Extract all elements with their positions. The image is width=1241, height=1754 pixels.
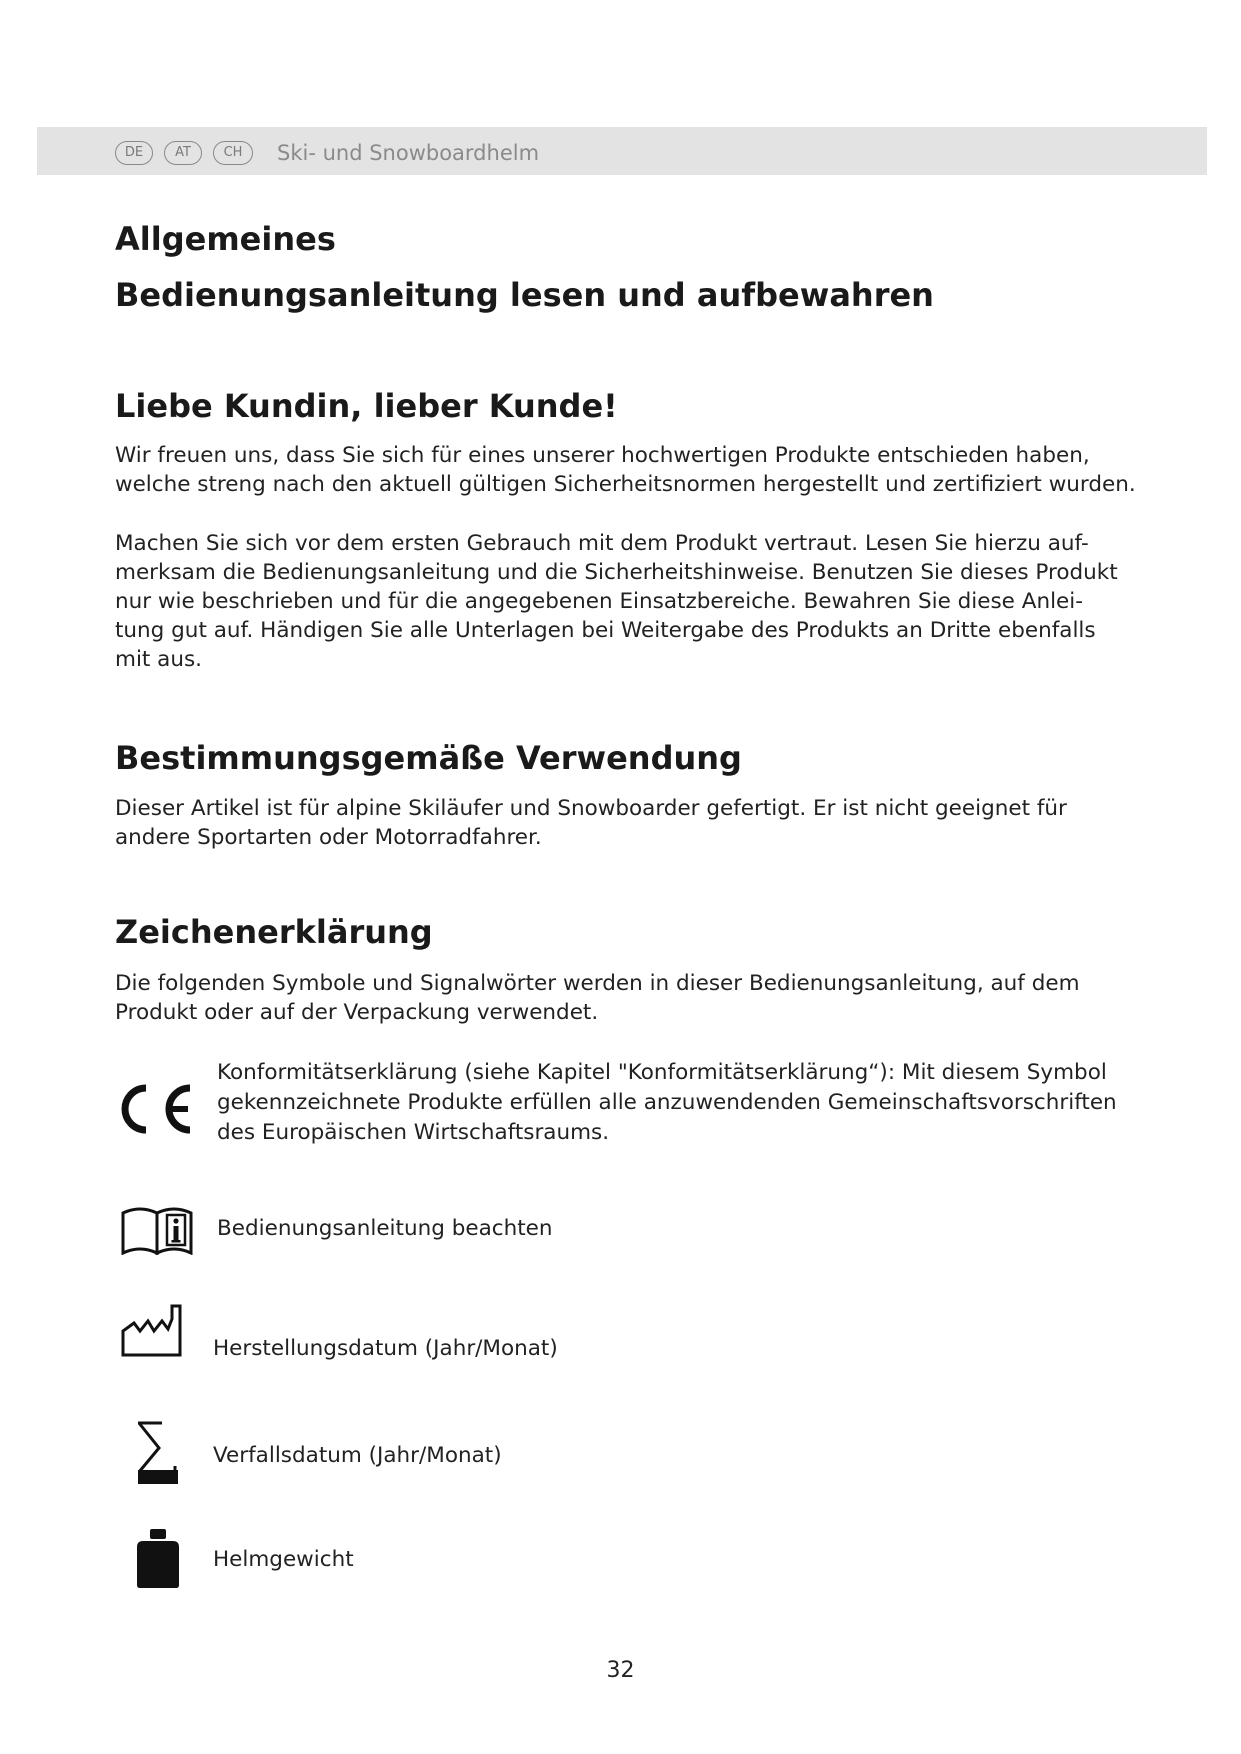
paragraph-line: welche streng nach den aktuell gültigen Sicherheitsnormen hergestellt und zertifiziert wurden. (115, 472, 1136, 497)
country-badge-at: AT (164, 141, 202, 165)
heading-read-manual: Bedienungsanleitung lesen und aufbewahren (115, 276, 934, 314)
country-badge-de: DE (115, 141, 153, 165)
page-number: 32 (606, 1658, 635, 1683)
symbol-weight-description (213, 1545, 354, 1575)
heading-greeting: Liebe Kundin, lieber Kunde! (115, 387, 618, 425)
symbol-text-line: gekennzeichnete Produkte erfüllen alle anzuwendenden Gemeinschaftsvorschriften (217, 1090, 1117, 1115)
paragraph-line: nur wie beschrieben und für die angegebenen Einsatzbereiche. Bewahren Sie diese Anlei- (115, 589, 1084, 614)
ce-mark-icon (112, 1082, 196, 1136)
paragraph-line: andere Sportarten oder Motorradfahrer. (115, 825, 542, 850)
heading-general: Allgemeines (115, 220, 336, 258)
paragraph-line: merksam die Bedienungsanleitung und die Sicherheitshinweise. Benutzen Sie dieses Produkt (115, 560, 1118, 585)
paragraph-symbols-intro (115, 969, 1135, 1027)
paragraph-line: Wir freuen uns, dass Sie sich für eines unserer hochwertigen Produkte entschieden haben, (115, 443, 1090, 468)
symbol-text-line: des Europäischen Wirtschaftsraums. (217, 1120, 610, 1145)
manual-info-icon (120, 1203, 196, 1255)
symbol-text-line: Bedienungsanleitung beachten (217, 1216, 553, 1241)
manufacture-date-icon (120, 1303, 184, 1359)
country-badge-ch: CH (213, 141, 253, 165)
paragraph-line: Machen Sie sich vor dem ersten Gebrauch mit dem Produkt vertraut. Lesen Sie hierzu auf- (115, 531, 1089, 556)
paragraph-intro (115, 441, 1135, 499)
symbol-text-line: Konformitätserklärung (siehe Kapitel "Konformitätserklärung“): Mit diesem Symbol (217, 1060, 1107, 1085)
paragraph-line: Produkt oder auf der Verpackung verwendet. (115, 1000, 599, 1025)
symbol-text-line: Helmgewicht (213, 1547, 354, 1572)
header-bar (37, 127, 1207, 175)
heading-symbols: Zeichenerklärung (115, 913, 433, 951)
paragraph-line: mit aus. (115, 647, 203, 672)
paragraph-line: Die folgenden Symbole und Signalwörter werden in dieser Bedienungsanleitung, auf dem (115, 971, 1080, 996)
symbol-manufacture-description (213, 1334, 558, 1364)
symbol-text-line: Herstellungsdatum (Jahr/Monat) (213, 1336, 558, 1361)
symbol-text-line: Verfallsdatum (Jahr/Monat) (213, 1443, 502, 1468)
symbol-ce-description (217, 1058, 1117, 1148)
paragraph-familiarize (115, 529, 1135, 674)
paragraph-line: tung gut auf. Händigen Sie alle Unterlagen bei Weitergabe des Produkts an Dritte ebenfalls (115, 618, 1096, 643)
paragraph-line: Dieser Artikel ist für alpine Skiläufer und Snowboarder gefertigt. Er ist nicht geeignet für (115, 796, 1067, 821)
paragraph-intended-use (115, 794, 1135, 852)
symbol-manual-description (217, 1214, 552, 1244)
symbol-expiry-description (213, 1441, 502, 1471)
weight-icon (135, 1527, 183, 1589)
heading-intended-use: Bestimmungsgemäße Verwendung (115, 739, 742, 777)
hourglass-icon (135, 1420, 183, 1486)
header-title: Ski- und Snowboardhelm (277, 141, 540, 165)
